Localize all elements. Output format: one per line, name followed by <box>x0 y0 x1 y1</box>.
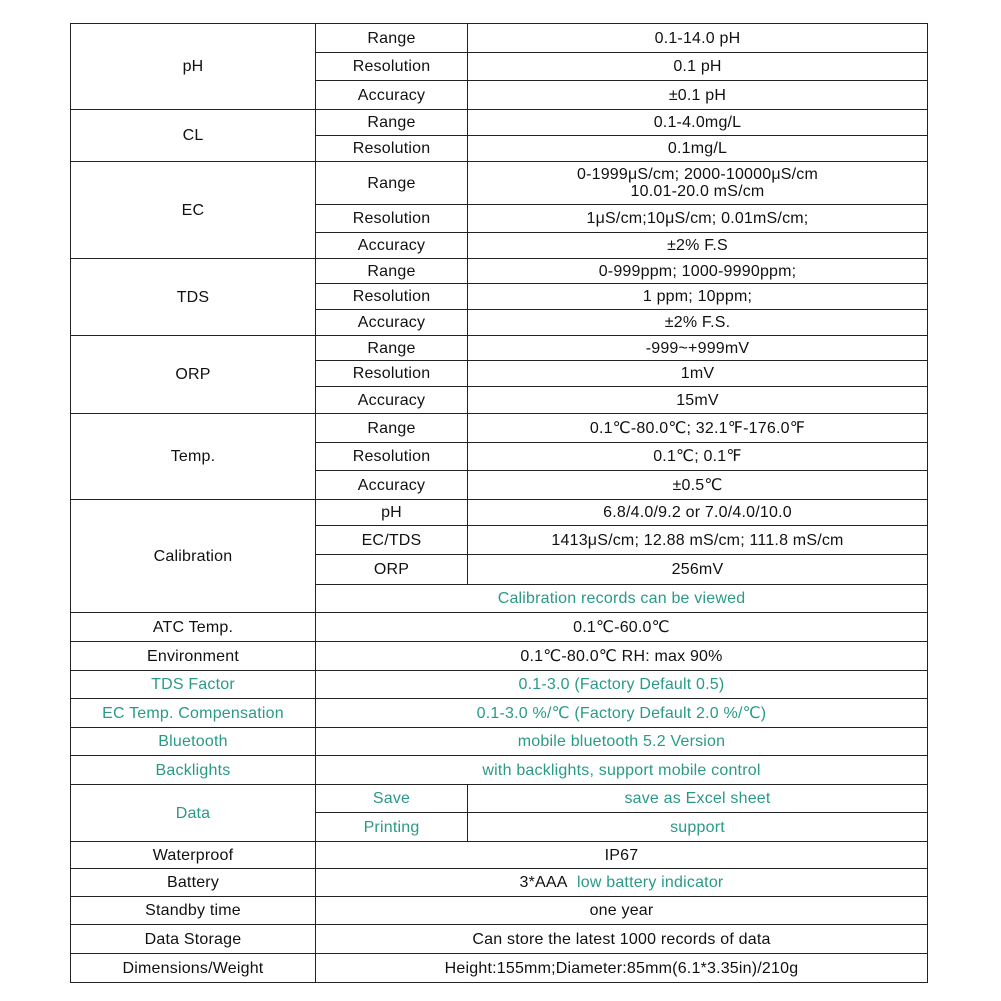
tds-accuracy-label: Accuracy <box>316 310 468 336</box>
temp-resolution-label: Resolution <box>316 443 468 471</box>
ec-accuracy-label: Accuracy <box>316 233 468 259</box>
battery-indicator: low battery indicator <box>576 874 724 891</box>
dimensions-label: Dimensions/Weight <box>71 954 316 983</box>
ec-accuracy-value: ±2% F.S <box>468 233 928 259</box>
bluetooth-value: mobile bluetooth 5.2 Version <box>316 728 928 756</box>
ec-comp-label: EC Temp. Compensation <box>71 699 316 728</box>
ph-accuracy-label: Accuracy <box>316 81 468 110</box>
data-printing-value: support <box>468 813 928 842</box>
calibration-records-note: Calibration records can be viewed <box>316 585 928 613</box>
ec-range-value <box>468 162 928 205</box>
ec-resolution-value: 1μS/cm;10μS/cm; 0.01mS/cm; <box>468 205 928 233</box>
table-row <box>71 699 928 728</box>
orp-resolution-value: 1mV <box>468 361 928 387</box>
cl-resolution-label: Resolution <box>316 136 468 162</box>
tds-factor-value: 0.1-3.0 (Factory Default 0.5) <box>316 671 928 699</box>
calibration-ph-value: 6.8/4.0/9.2 or 7.0/4.0/10.0 <box>468 500 928 526</box>
temp-label: Temp. <box>71 414 316 500</box>
waterproof-label: Waterproof <box>71 842 316 869</box>
table-row <box>71 728 928 756</box>
ec-label: EC <box>71 162 316 259</box>
orp-accuracy-value: 15mV <box>468 387 928 414</box>
cl-range-value: 0.1-4.0mg/L <box>468 110 928 136</box>
tds-factor-label: TDS Factor <box>71 671 316 699</box>
table-row <box>71 24 928 53</box>
environment-value: 0.1℃-80.0℃ RH: max 90% <box>316 642 928 671</box>
data-save-label: Save <box>316 785 468 813</box>
orp-label: ORP <box>71 336 316 414</box>
table-row <box>71 925 928 954</box>
tds-accuracy-value: ±2% F.S. <box>468 310 928 336</box>
table-row <box>71 613 928 642</box>
table-row <box>71 869 928 897</box>
ph-resolution-label: Resolution <box>316 53 468 81</box>
temp-accuracy-value: ±0.5℃ <box>468 471 928 500</box>
temp-range-label: Range <box>316 414 468 443</box>
orp-range-label: Range <box>316 336 468 361</box>
calibration-ectds-value: 1413μS/cm; 12.88 mS/cm; 111.8 mS/cm <box>468 526 928 555</box>
table-row <box>71 954 928 983</box>
table-row <box>71 897 928 925</box>
ph-accuracy-value: ±0.1 pH <box>468 81 928 110</box>
dimensions-value: Height:155mm;Diameter:85mm(6.1*3.35in)/210g <box>316 954 928 983</box>
table-row <box>71 414 928 443</box>
environment-label: Environment <box>71 642 316 671</box>
data-save-value: save as Excel sheet <box>468 785 928 813</box>
orp-resolution-label: Resolution <box>316 361 468 387</box>
table-row <box>71 110 928 136</box>
calibration-label: Calibration <box>71 500 316 613</box>
temp-range-value: 0.1℃-80.0℃; 32.1℉-176.0℉ <box>468 414 928 443</box>
battery-label: Battery <box>71 869 316 897</box>
ec-comp-value: 0.1-3.0 %/℃ (Factory Default 2.0 %/℃) <box>316 699 928 728</box>
orp-accuracy-label: Accuracy <box>316 387 468 414</box>
ec-range-line2: 10.01-20.0 mS/cm <box>630 183 765 200</box>
calibration-orp-label: ORP <box>316 555 468 585</box>
calibration-ph-label: pH <box>316 500 468 526</box>
data-label: Data <box>71 785 316 842</box>
calibration-ectds-label: EC/TDS <box>316 526 468 555</box>
ph-range-value: 0.1-14.0 pH <box>468 24 928 53</box>
table-row <box>71 642 928 671</box>
table-row <box>71 259 928 284</box>
table-row <box>71 336 928 361</box>
table-row <box>71 842 928 869</box>
ph-resolution-value: 0.1 pH <box>468 53 928 81</box>
table-row <box>71 756 928 785</box>
data-printing-label: Printing <box>316 813 468 842</box>
tds-label: TDS <box>71 259 316 336</box>
tds-resolution-label: Resolution <box>316 284 468 310</box>
ph-range-label: Range <box>316 24 468 53</box>
waterproof-value: IP67 <box>316 842 928 869</box>
tds-resolution-value: 1 ppm; 10ppm; <box>468 284 928 310</box>
atc-value: 0.1℃-60.0℃ <box>316 613 928 642</box>
spec-table <box>70 23 928 983</box>
backlights-label: Backlights <box>71 756 316 785</box>
table-row <box>71 671 928 699</box>
tds-range-label: Range <box>316 259 468 284</box>
table-row <box>71 500 928 526</box>
temp-resolution-value: 0.1℃; 0.1℉ <box>468 443 928 471</box>
storage-label: Data Storage <box>71 925 316 954</box>
battery-main: 3*AAA <box>519 874 568 891</box>
calibration-orp-value: 256mV <box>468 555 928 585</box>
cl-label: CL <box>71 110 316 162</box>
battery-value <box>316 869 928 897</box>
ec-resolution-label: Resolution <box>316 205 468 233</box>
ec-range-line1: 0-1999μS/cm; 2000-10000μS/cm <box>576 166 819 183</box>
standby-label: Standby time <box>71 897 316 925</box>
orp-range-value: -999~+999mV <box>468 336 928 361</box>
cl-resolution-value: 0.1mg/L <box>468 136 928 162</box>
atc-label: ATC Temp. <box>71 613 316 642</box>
ec-range-label: Range <box>316 162 468 205</box>
cl-range-label: Range <box>316 110 468 136</box>
temp-accuracy-label: Accuracy <box>316 471 468 500</box>
table-row <box>71 785 928 813</box>
tds-range-value: 0-999ppm; 1000-9990ppm; <box>468 259 928 284</box>
ph-label: pH <box>71 24 316 110</box>
backlights-value: with backlights, support mobile control <box>316 756 928 785</box>
storage-value: Can store the latest 1000 records of data <box>316 925 928 954</box>
standby-value: one year <box>316 897 928 925</box>
bluetooth-label: Bluetooth <box>71 728 316 756</box>
table-row <box>71 162 928 205</box>
